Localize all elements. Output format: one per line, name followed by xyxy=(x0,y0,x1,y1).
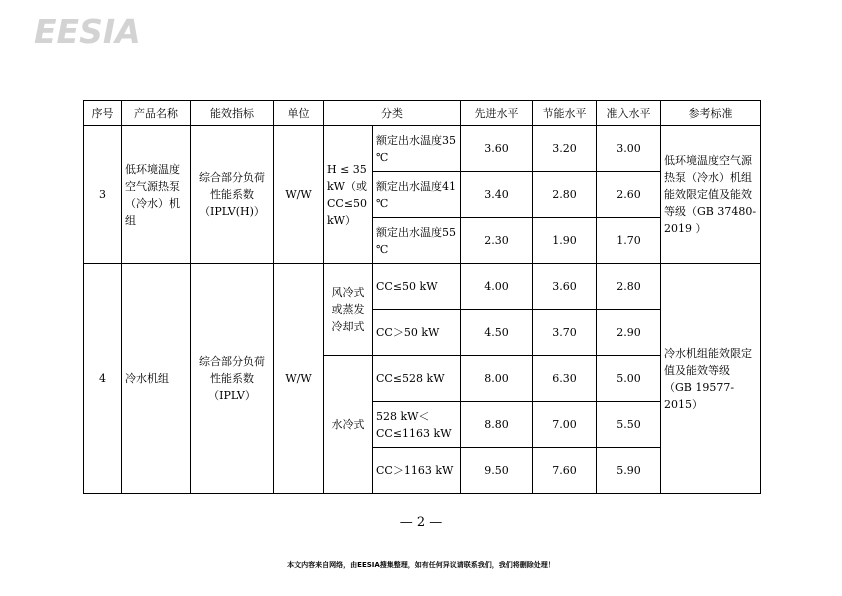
sub-category: CC≤528 kW xyxy=(373,356,461,402)
footer-note: 本文内容来自网络，由EESIA搜集整理，如有任何异议请联系我们，我们将删除处理！ xyxy=(287,561,555,569)
energy-saving-value: 7.00 xyxy=(533,402,597,448)
header-advanced: 先进水平 xyxy=(461,101,533,126)
page-number: — 2 — xyxy=(399,515,443,530)
energy-saving-value: 7.60 xyxy=(533,448,597,494)
advanced-value: 3.40 xyxy=(461,172,533,218)
advanced-value: 4.00 xyxy=(461,264,533,310)
unit: W/W xyxy=(274,264,324,494)
product-name: 冷水机组 xyxy=(122,264,191,494)
entry-value: 5.50 xyxy=(597,402,661,448)
advanced-value: 4.50 xyxy=(461,310,533,356)
sub-category: CC≤50 kW xyxy=(373,264,461,310)
energy-saving-value: 3.70 xyxy=(533,310,597,356)
sub-category: 额定出水温度35 ℃ xyxy=(373,126,461,172)
advanced-value: 3.60 xyxy=(461,126,533,172)
table-row xyxy=(84,264,761,310)
sub-category: 528 kW＜CC≤1163 kW xyxy=(373,402,461,448)
entry-value: 2.80 xyxy=(597,264,661,310)
reference-standard: 低环境温度空气源热泵（冷水）机组能效限定值及能效等级（GB 37480-2019 ） xyxy=(661,126,761,264)
entry-value: 2.90 xyxy=(597,310,661,356)
energy-saving-value: 3.20 xyxy=(533,126,597,172)
energy-saving-value: 3.60 xyxy=(533,264,597,310)
category: H ≤ 35 kW（或CC≤50 kW） xyxy=(324,126,373,264)
sub-category: CC＞50 kW xyxy=(373,310,461,356)
energy-efficiency-table xyxy=(83,100,761,494)
entry-value: 5.90 xyxy=(597,448,661,494)
advanced-value: 8.00 xyxy=(461,356,533,402)
advanced-value: 2.30 xyxy=(461,218,533,264)
header-energy-saving: 节能水平 xyxy=(533,101,597,126)
sub-category: 额定出水温度55 ℃ xyxy=(373,218,461,264)
category-air-cooled: 风冷式或蒸发冷却式 xyxy=(324,264,373,356)
energy-saving-value: 1.90 xyxy=(533,218,597,264)
energy-saving-value: 6.30 xyxy=(533,356,597,402)
header-product: 产品名称 xyxy=(122,101,191,126)
header-reference: 参考标准 xyxy=(661,101,761,126)
sub-category: 额定出水温度41 ℃ xyxy=(373,172,461,218)
header-no: 序号 xyxy=(84,101,122,126)
header-indicator: 能效指标 xyxy=(191,101,274,126)
header-entry: 准入水平 xyxy=(597,101,661,126)
entry-value: 2.60 xyxy=(597,172,661,218)
entry-value: 3.00 xyxy=(597,126,661,172)
product-name: 低环境温度空气源热泵（冷水）机组 xyxy=(122,126,191,264)
header-unit: 单位 xyxy=(274,101,324,126)
eesia-logo: EESIA xyxy=(34,12,141,51)
advanced-value: 9.50 xyxy=(461,448,533,494)
table-header-row xyxy=(84,101,761,126)
advanced-value: 8.80 xyxy=(461,402,533,448)
table-row xyxy=(84,126,761,172)
unit: W/W xyxy=(274,126,324,264)
category-water-cooled: 水冷式 xyxy=(324,356,373,494)
energy-saving-value: 2.80 xyxy=(533,172,597,218)
efficiency-indicator: 综合部分负荷性能系数（IPLV(H)） xyxy=(191,126,274,264)
header-category: 分类 xyxy=(324,101,461,126)
efficiency-indicator: 综合部分负荷性能系数（IPLV） xyxy=(191,264,274,494)
reference-standard: 冷水机组能效限定值及能效等级（GB 19577-2015） xyxy=(661,264,761,494)
row-no: 3 xyxy=(84,126,122,264)
sub-category: CC＞1163 kW xyxy=(373,448,461,494)
entry-value: 1.70 xyxy=(597,218,661,264)
row-no: 4 xyxy=(84,264,122,494)
entry-value: 5.00 xyxy=(597,356,661,402)
